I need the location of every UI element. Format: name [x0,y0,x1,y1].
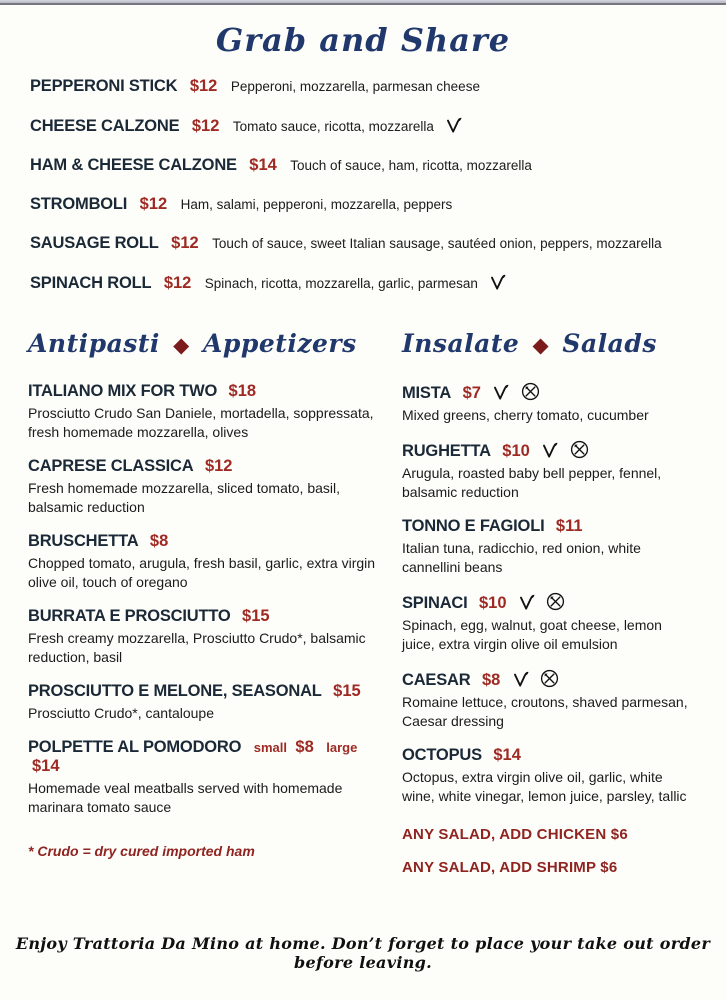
item-name: PEPPERONI STICK [30,77,178,95]
item-name: ITALIANO MIX FOR TWO [28,382,218,400]
menu-item-burrata-e-prosciutto [28,607,378,667]
item-price: $8 [481,671,501,690]
item-name: RUGHETTA [402,442,491,461]
menu-item-polpette-al-pomodoro [28,738,378,817]
vegetarian-icon [492,383,509,401]
item-description: Spinach, ricotta, mozzarella, garlic, parmesan [204,276,478,291]
item-price: $7 [462,384,481,402]
menu-item-ham-cheese-calzone [30,156,696,175]
vegetarian-icon [445,116,462,134]
item-price: $14 [493,746,521,765]
item-name-line [28,532,378,551]
item-name-line [402,669,698,690]
item-description: Italian tuna, radicchio, red onion, white cannellini beans [402,540,641,576]
item-price: $12 [163,274,192,292]
menu-item-pepperoni-stick [30,77,696,96]
addon-chicken: ANY SALAD, ADD CHICKEN $6 [402,826,628,844]
item-description: Octopus, extra virgin olive oil, garlic, white wine, white vinegar, lemon juice, parsley, tallic [402,769,687,805]
size-label-large: large [326,740,358,756]
diamond-icon: ◆ [173,332,190,357]
item-name: CAPRESE CLASSICA [28,457,194,476]
vegetarian-icon [512,670,529,688]
menu-item-mista [402,382,698,425]
size-label-small: small [253,740,287,756]
item-price: $8 [149,532,169,551]
item-description: Pepperoni, mozzarella, parmesan cheese [230,79,480,94]
menu-item-italiano-mix [28,382,378,442]
salad-addons [402,826,698,876]
menu-item-bruschetta [28,532,378,592]
takeout-footer-note: Enjoy Trattoria Da Mino at home. Don’t forget to place your take out order before leaving. [15,934,711,972]
item-price: $15 [242,607,270,626]
item-name: SAUSAGE ROLL [30,234,159,252]
menu-item-octopus [402,746,698,806]
item-name: SPINACI [402,594,468,613]
item-name-line [28,738,378,776]
item-name: TONNO E FAGIOLI [402,517,545,536]
heading-italian: Insalate [402,329,520,358]
menu-item-spinaci [402,592,698,654]
two-column-area [0,329,726,892]
addon-shrimp: ANY SALAD, ADD SHRIMP $6 [402,859,618,877]
item-name: HAM & CHEESE CALZONE [30,156,237,174]
antipasti-column [28,329,378,892]
item-price: $12 [191,117,220,135]
gluten-free-icon [540,669,559,688]
item-description: Romaine lettuce, croutons, shaved parmesan, Caesar dressing [402,694,688,730]
gluten-free-icon [570,440,589,459]
menu-item-caprese-classica [28,457,378,517]
item-name: CAESAR [402,671,471,690]
item-name: BRUSCHETTA [28,532,139,551]
item-description: Spinach, egg, walnut, goat cheese, lemon juice, extra virgin olive oil emulsion [402,617,662,653]
item-name: BURRATA E PROSCIUTTO [28,607,231,626]
item-name: POLPETTE AL POMODORO [28,738,242,757]
item-description: Mixed greens, cherry tomato, cucumber [402,407,649,423]
item-description: Homemade veal meatballs served with homemade marinara tomato sauce [28,780,343,816]
item-name: OCTOPUS [402,746,482,765]
item-price-small: $8 [295,738,314,757]
menu-item-prosciutto-e-melone [28,682,378,723]
item-name: STROMBOLI [30,195,128,213]
menu-item-sausage-roll [30,234,696,253]
item-price: $11 [555,517,583,536]
item-description: Tomato sauce, ricotta, mozzarella [232,119,434,134]
item-name-line [402,517,698,536]
item-description: Prosciutto Crudo San Daniele, mortadella, soppressata, fresh homemade mozzarella, olives [28,405,374,441]
item-name-line [402,382,698,403]
menu-item-cheese-calzone [30,116,696,136]
item-price: $10 [502,442,530,461]
item-name-line [402,746,698,765]
item-name-line [28,607,378,626]
section-title-insalate [402,329,698,358]
item-description: Fresh homemade mozzarella, sliced tomato, basil, balsamic reduction [28,480,341,516]
item-price: $12 [139,195,168,213]
menu-item-tonno-e-fagioli [402,517,698,577]
section-title-grab-and-share: Grab and Share [215,21,511,59]
diamond-icon: ◆ [532,332,550,357]
item-price-large: $14 [32,757,60,776]
item-description: Arugula, roasted baby bell pepper, fennel, balsamic reduction [402,465,662,501]
item-description: Fresh creamy mozzarella, Prosciutto Crudo*, balsamic reduction, basil [28,630,366,666]
menu-item-spinach-roll [30,273,696,293]
item-price: $10 [478,594,507,613]
item-name: MISTA [402,384,452,402]
grab-and-share-list [0,77,726,293]
gluten-free-icon [546,592,565,611]
item-price: $14 [249,156,277,174]
item-description: Chopped tomato, arugula, fresh basil, garlic, extra virgin olive oil, touch of oregano [28,555,376,591]
vegetarian-icon [518,593,535,611]
item-price: $12 [204,457,233,476]
heading-english: Salads [562,329,657,358]
insalate-column [402,329,698,892]
item-description: Prosciutto Crudo*, cantaloupe [28,705,214,722]
item-name-line [402,440,698,461]
item-name: SPINACH ROLL [30,274,152,292]
menu-item-caesar [402,669,698,731]
item-name: PROSCIUTTO E MELONE, SEASONAL [28,682,322,701]
heading-english: Appetizers [203,329,357,358]
item-name: CHEESE CALZONE [30,117,180,135]
vegetarian-icon [489,273,506,291]
item-description: Touch of sauce, sweet Italian sausage, sautéed onion, peppers, mozzarella [212,236,662,251]
item-price: $12 [189,77,218,95]
item-price: $18 [228,382,257,400]
page-top-edge [0,0,726,5]
item-description: Ham, salami, pepperoni, mozzarella, peppers [180,197,453,212]
item-description: Touch of sauce, ham, ricotta, mozzarella [290,158,532,173]
item-name-line [28,682,378,701]
item-name-line [402,592,698,613]
item-name-line [28,382,378,401]
vegetarian-icon [541,441,558,459]
section-title-antipasti [28,329,378,358]
item-price: $15 [333,682,361,701]
heading-italian: Antipasti [28,329,160,358]
item-price: $12 [171,234,199,252]
item-name-line [28,457,378,476]
menu-item-rughetta [402,440,698,502]
menu-item-stromboli [30,195,696,214]
crudo-footnote: * Crudo = dry cured imported ham [28,843,255,860]
gluten-free-icon [521,382,540,401]
